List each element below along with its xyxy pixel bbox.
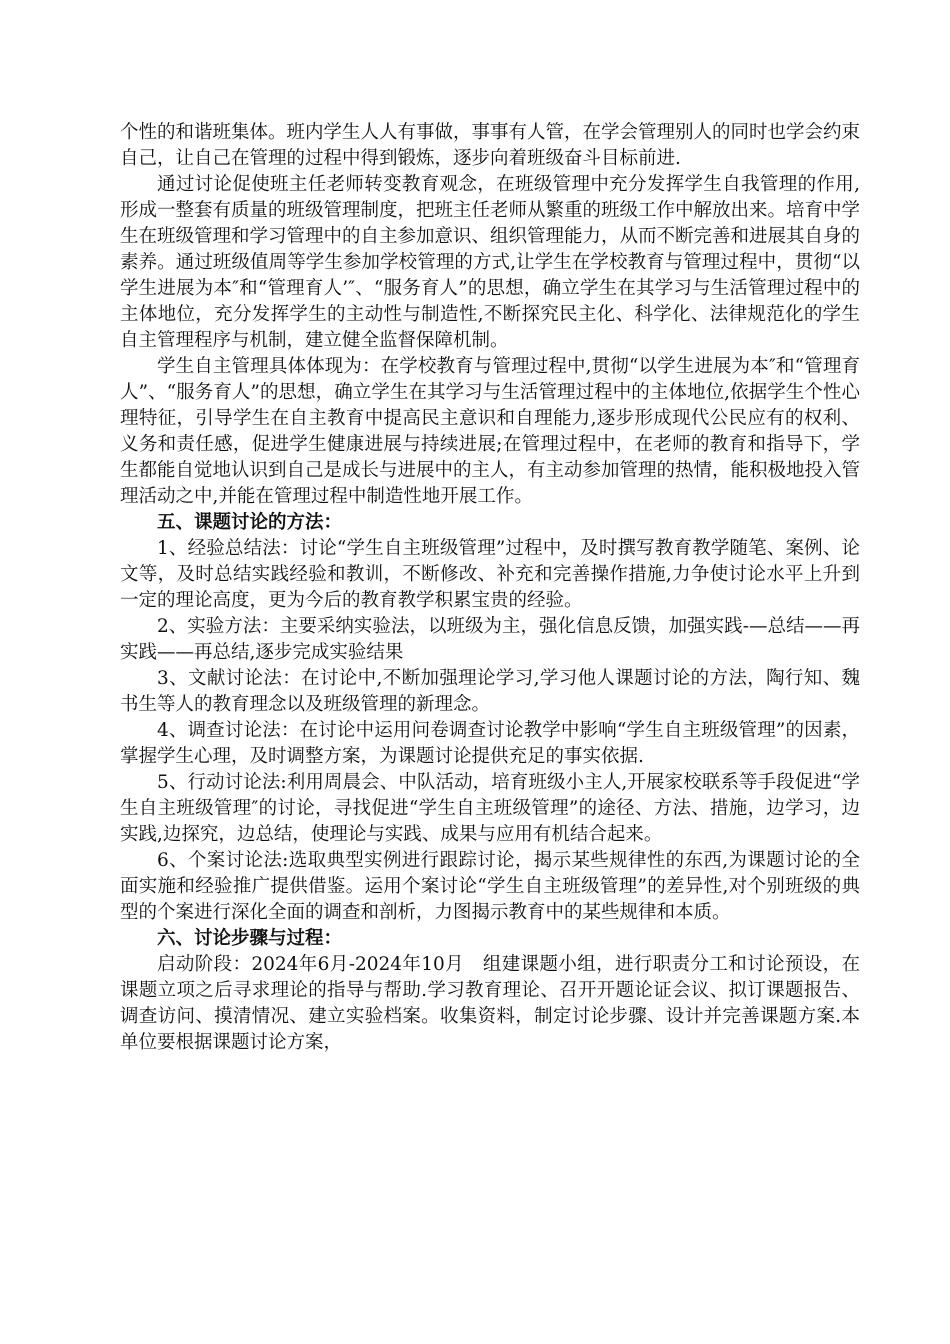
method-item-6: 6、个案讨论法:选取典型实例进行跟踪讨论，揭示某些规律性的东西,为课题讨论的全面实施和经验推广提供借鉴。运用个案讨论“学生自主班级管理”的差异性,对个别班级的典型的个案进行深化全面的调查和剖析，力图揭示教育中的某些规律和本质。 (120, 850, 860, 923)
document-page (120, 120, 860, 1056)
method-item-5: 5、行动讨论法:利用周晨会、中队活动，培育班级小主人,开展家校联系等手段促进“学生自主班级管理″的讨论，寻找促进“学生自主班级管理”的途径、方法、措施，边学习，边实践,边探究，边总结，使理论与实践、成果与应用有机结合起来。 (120, 772, 860, 845)
startup-phase-paragraph: 启动阶段：2024年6月-2024年10月 组建课题小组，进行职责分工和讨论预设，在课题立项之后寻求理论的指导与帮助.学习教育理论、召开开题论证会议、拟订课题报告、调查访问、摸清情况、建立实验档案。收集资料，制定讨论步骤、设计并完善课题方案.本单位要根据课题讨论方案， (120, 954, 860, 1053)
method-item-2: 2、实验方法：主要采纳实验法，以班级为主，强化信息反馈，加强实践-—总结——再实践——再总结,逐步完成实验结果 (120, 616, 860, 663)
intro-paragraph-1: 个性的和谐班集体。班内学生人人有事做，事事有人管，在学会管理别人的同时也学会约束自己，让自己在管理的过程中得到锻炼，逐步向着班级奋斗目标前进. (120, 122, 861, 169)
method-item-1: 1、经验总结法：讨论“学生自主班级管理”过程中，及时撰写教育教学随笔、案例、论文等，及时总结实践经验和教训，不断修改、补充和完善操作措施,力争使讨论水平上升到一定的理论高度，更为今后的教育教学积累宝贵的经验。 (120, 538, 860, 611)
method-item-3: 3、文献讨论法：在讨论中,不断加强理论学习,学习他人课题讨论的方法，陶行知、魏书生等人的教育理念以及班级管理的新理念。 (120, 668, 860, 715)
method-item-4: 4、调查讨论法：在讨论中运用问卷调查讨论教学中影响“学生自主班级管理”的因素，掌握学生心理，及时调整方案，为课题讨论提供充足的事实依据. (120, 720, 860, 767)
section-5-heading: 五、课题讨论的方法： (157, 512, 343, 533)
intro-paragraph-3: 学生自主管理具体体现为：在学校教育与管理过程中,贯彻“以学生进展为本″和“管理育人”、“服务育人”的思想，确立学生在其学习与生活管理过程中的主体地位,依据学生个性心理特征，引导学生在自主教育中提高民主意识和自理能力,逐步形成现代公民应有的权利、义务和责任感，促进学生健康进展与持续进展;在管理过程中，在老师的教育和指导下，学生都能自觉地认识到自己是成长与进展中的主人，有主动参加管理的热情，能积极地投入管理活动之中,并能在管理过程中制造性地开展工作。 (120, 356, 861, 507)
research-methods-list (120, 536, 860, 926)
section-6-heading: 六、讨论步骤与过程： (157, 928, 343, 949)
intro-paragraph-2: 通过讨论促使班主任老师转变教育观念，在班级管理中充分发挥学生自我管理的作用,形成一整套有质量的班级管理制度，把班主任老师从繁重的班级工作中解放出来。培育中学生在班级管理和学习管理中的自主参加意识、组织管理能力，从而不断完善和进展其自身的素养。通过班级值周等学生参加学校管理的方式,让学生在学校教育与管理过程中，贯彻“以学生进展为本″和“管理育人’″、“服务育人”的思想，确立学生在其学习与生活管理过程中的主体地位，充分发挥学生的主动性与制造性,不断探究民主化、科学化、法律规范化的学生自主管理程序与机制，建立健全监督保障机制。 (120, 174, 861, 351)
